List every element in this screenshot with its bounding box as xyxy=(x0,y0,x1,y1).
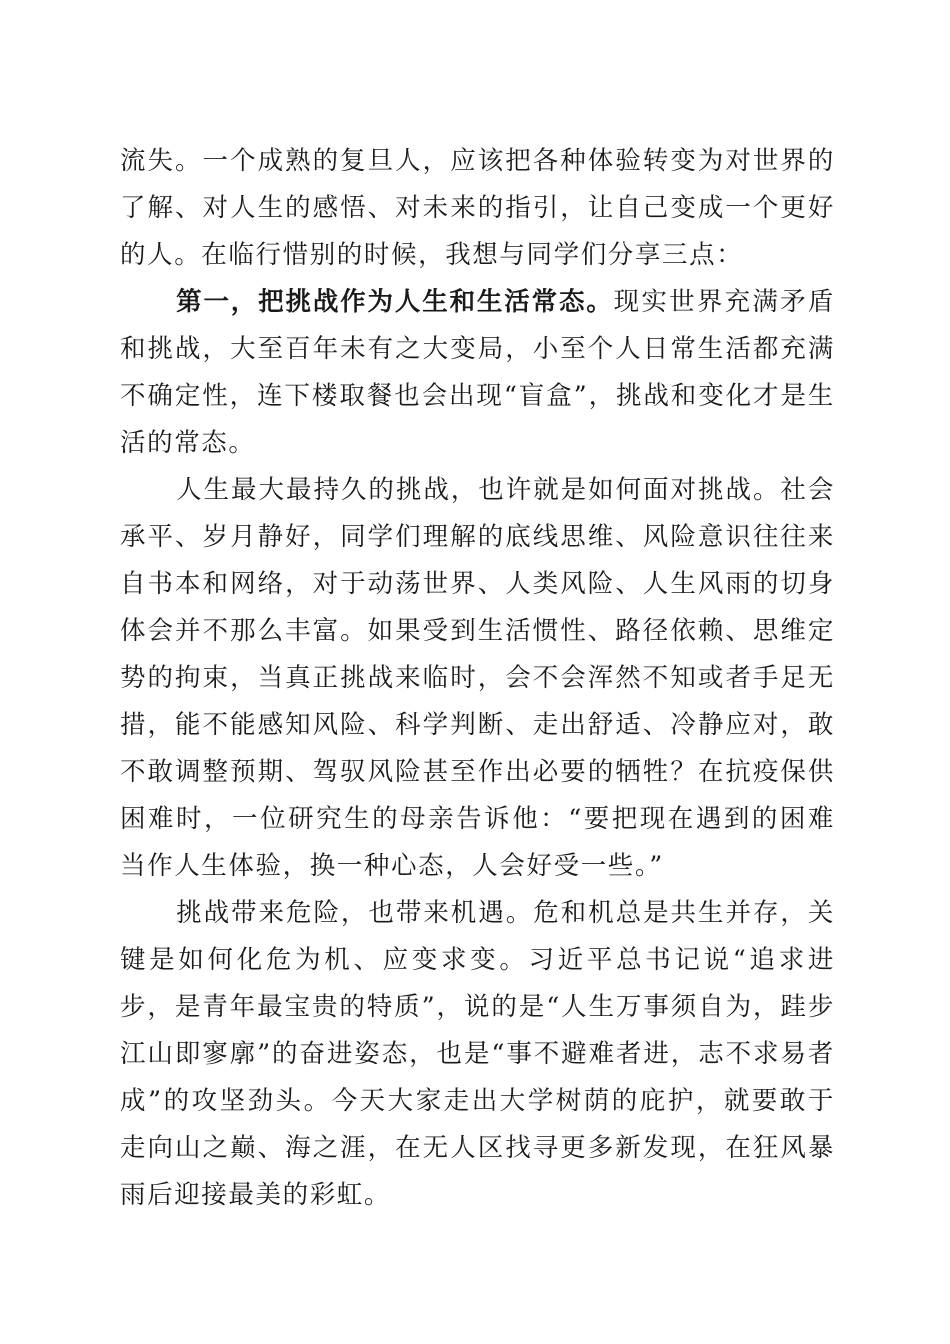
paragraph-heading: 第一，把挑战作为人生和生活常态。 xyxy=(176,287,614,317)
paragraph-text: 挑战带来危险，也带来机遇。危和机总是共生并存，关键是如何化危为机、应变求变。习近平总书记说“追求进步，是青年最宝贵的特质”，说的是“人生万事须自为，跬步江山即寥廓”的奋进姿态，也是“事不避难者进，志不求易者成”的攻坚劲头。今天大家走出大学树荫的庇护，就要敢于走向山之巅、海之涯，在无人区找寻更多新发现，在狂风暴雨后迎接最美的彩虹。 xyxy=(120,898,835,1210)
paragraph-text: 流失。一个成熟的复旦人，应该把各种体验转变为对世界的了解、对人生的感悟、对未来的指引，让自己变成一个更好的人。在临行惜别的时候，我想与同学们分享三点： xyxy=(120,146,835,270)
paragraph-first-point xyxy=(120,279,835,467)
paragraph-text: 现实世界充满矛盾和挑战，大至百年未有之大变局，小至个人日常生活都充满不确定性，连下楼取餐也会出现“盲盒”，挑战和变化才是生活的常态。 xyxy=(120,287,835,458)
document-body xyxy=(120,138,835,1219)
paragraph-text: 人生最大最持久的挑战，也许就是如何面对挑战。社会承平、岁月静好，同学们理解的底线思维、风险意识往往来自书本和网络，对于动荡世界、人类风险、人生风雨的切身体会并不那么丰富。如果受到生活惯性、路径依赖、思维定势的拘束，当真正挑战来临时，会不会浑然不知或者手足无措，能不能感知风险、科学判断、走出舒适、冷静应对，敢不敢调整预期、驾驭风险甚至作出必要的牺牲？在抗疫保供困难时，一位研究生的母亲告诉他：“要把现在遇到的困难当作人生体验，换一种心态，人会好受一些。” xyxy=(120,475,835,881)
paragraph-continuation xyxy=(120,138,835,279)
paragraph-challenge xyxy=(120,467,835,890)
paragraph-opportunity xyxy=(120,890,835,1219)
